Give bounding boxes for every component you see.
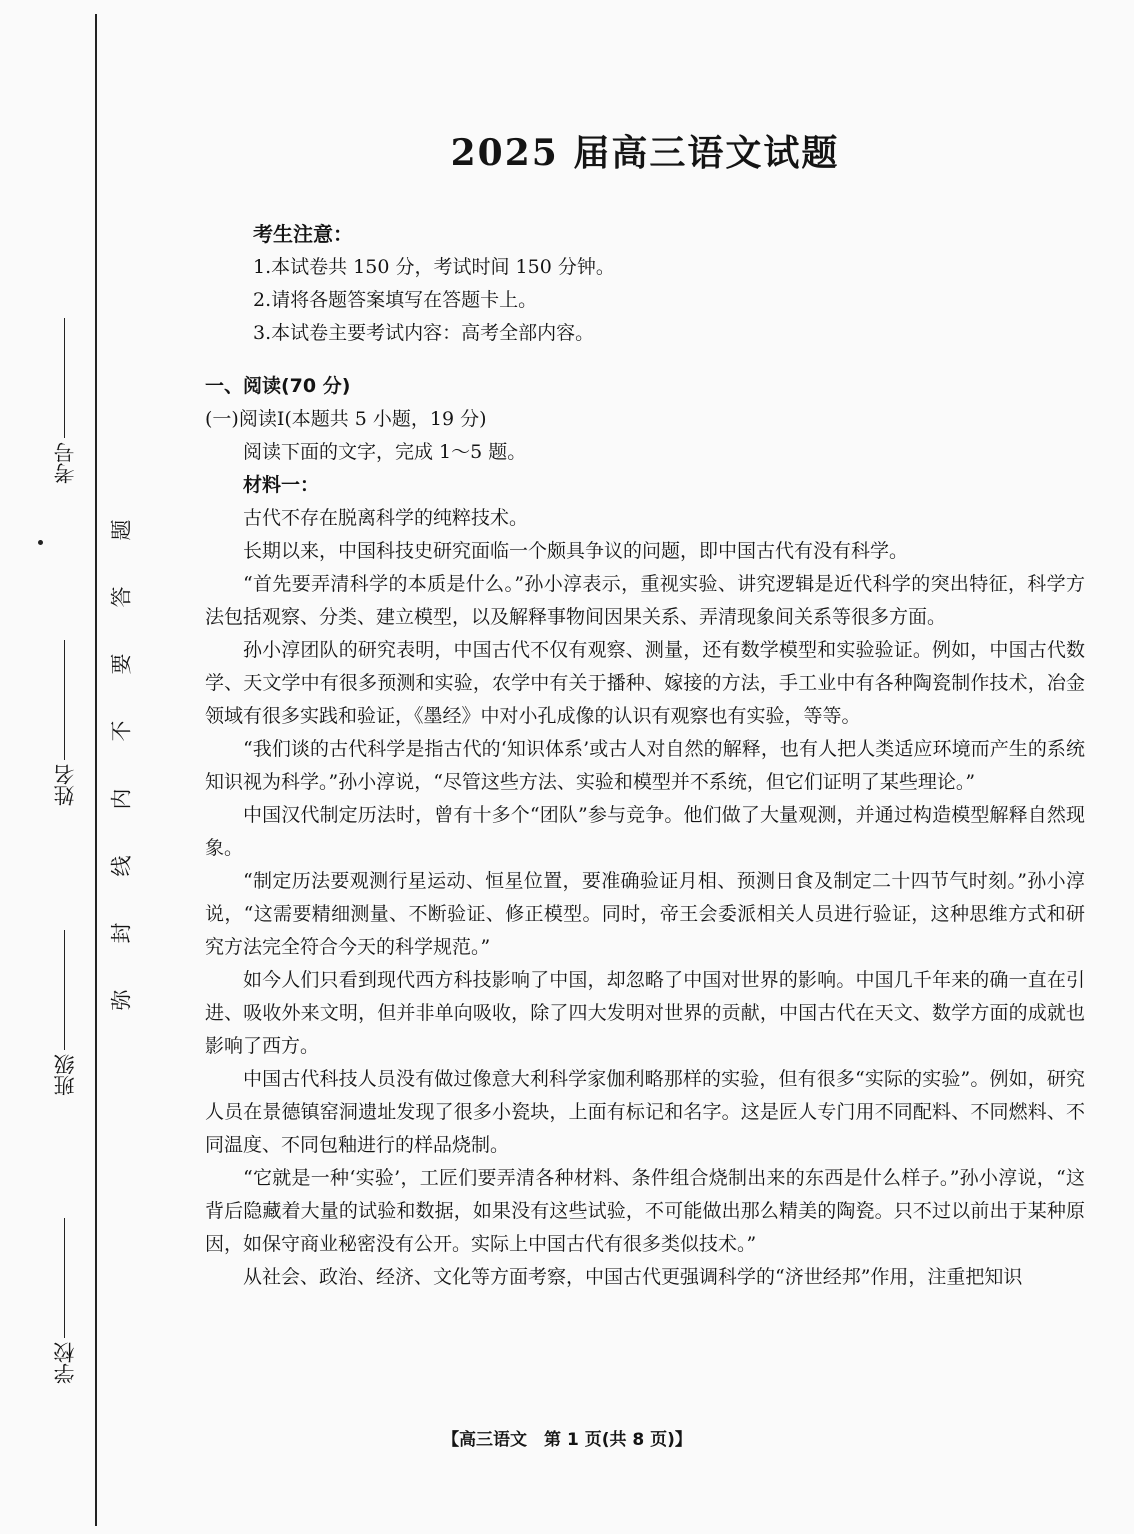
page-footer: 【高三语文 第 1 页(共 8 页)】 [442,1430,692,1450]
exam-title: 2025 届高三语文试题 [450,132,840,174]
seal-warning-char: 不 [109,720,133,742]
passage-paragraph: “我们谈的古代科学是指古代的‘知识体系’或古人对自然的解释，也有人把人类适应环境而产生的系统知识视为科学。”孙小淳说，“尽管这些方法、实验和模型并不系统，但它们证明了某些理论。” [205,738,1085,793]
notice-item: 3.本试卷主要考试内容：高考全部内容。 [253,322,595,344]
seal-warning-char: 封 [109,922,133,944]
school-label: 学校 [53,1342,77,1384]
candidate-notice [205,218,1085,350]
passage-paragraph: 中国汉代制定历法时，曾有十多个“团队”参与竞争。他们做了大量观测，并通过构造模型解释自然现象。 [205,804,1085,859]
exam-content [205,128,1085,1294]
passage-paragraph: “首先要弄清科学的本质是什么。”孙小淳表示，重视实验、讲究逻辑是近代科学的突出特征，科学方法包括观察、分类、建立模型，以及解释事物间因果关系、弄清现象间关系等很多方面。 [205,573,1085,628]
seal-warning-char: 要 [109,653,133,675]
class-blank [65,930,66,1050]
school-field [50,1218,80,1384]
sub-section-heading: (一)阅读Ⅰ(本题共 5 小题，19 分) [205,408,487,430]
class-field [50,930,80,1096]
name-field [50,640,80,806]
exam-number-blank [65,318,66,438]
seal-warning-char: 弥 [109,989,133,1011]
material-label: 材料一： [243,474,320,496]
passage-paragraph: 长期以来，中国科技史研究面临一个颇具争议的问题，即中国古代有没有科学。 [243,540,909,562]
class-label: 班级 [53,1054,77,1096]
school-blank [65,1218,66,1338]
name-label: 姓名 [53,764,77,806]
reading-instruction: 阅读下面的文字，完成 1～5 题。 [243,441,527,463]
binding-line [95,14,97,1526]
exam-number-label: 考号 [53,442,77,484]
passage-paragraph: 古代不存在脱离科学的纯粹技术。 [243,507,529,529]
seal-warning-char: 题 [109,519,133,541]
margin-dot [38,540,43,545]
seal-warning [103,515,137,1015]
notice-item: 2.请将各题答案填写在答题卡上。 [253,289,538,311]
exam-number-field [50,318,80,484]
seal-warning-char: 答 [109,586,133,608]
passage-paragraph: “制定历法要观测行星运动、恒星位置，要准确验证月相、预测日食及制定二十四节气时刻。”孙小淳说，“这需要精细测量、不断验证、修正模型。同时，帝王会委派相关人员进行验证，这种思维方式和研究方法完全符合今天的科学规范。” [205,870,1085,958]
passage-paragraph: 如今人们只看到现代西方科技影响了中国，却忽略了中国对世界的影响。中国几千年来的确一直在引进、吸收外来文明，但并非单向吸收，除了四大发明对世界的贡献，中国古代在天文、数学方面的成就也影响了西方。 [205,969,1085,1057]
notice-item: 1.本试卷共 150 分，考试时间 150 分钟。 [253,256,615,278]
seal-warning-char: 内 [109,788,133,810]
passage-paragraph: 从社会、政治、经济、文化等方面考察，中国古代更强调科学的“济世经邦”作用，注重把知识 [243,1266,1023,1288]
passage-paragraph: 中国古代科技人员没有做过像意大利科学家伽利略那样的实验，但有很多“实际的实验”。例如，研究人员在景德镇窑洞遗址发现了很多小瓷块，上面有标记和名字。这是匠人专门用不同配料、不同燃料、不同温度、不同包釉进行的样品烧制。 [205,1068,1085,1156]
passage-paragraph: “它就是一种‘实验’，工匠们要弄清各种材料、条件组合烧制出来的东西是什么样子。”孙小淳说，“这背后隐藏着大量的试验和数据，如果没有这些试验，不可能做出那么精美的陶瓷。只不过以前出于某种原因，如保守商业秘密没有公开。实际上中国古代有很多类似技术。” [205,1167,1085,1255]
seal-warning-char: 线 [109,855,133,877]
notice-heading: 考生注意： [253,222,353,246]
section-heading: 一、阅读(70 分) [205,375,351,397]
passage-paragraph: 孙小淳团队的研究表明，中国古代不仅有观察、测量，还有数学模型和实验验证。例如，中国古代数学、天文学中有很多预测和实验，农学中有关于播种、嫁接的方法，手工业中有各种陶瓷制作技术，冶金领域有很多实践和验证，《墨经》中对小孔成像的认识有观察也有实验，等等。 [205,639,1085,727]
name-blank [65,640,66,760]
